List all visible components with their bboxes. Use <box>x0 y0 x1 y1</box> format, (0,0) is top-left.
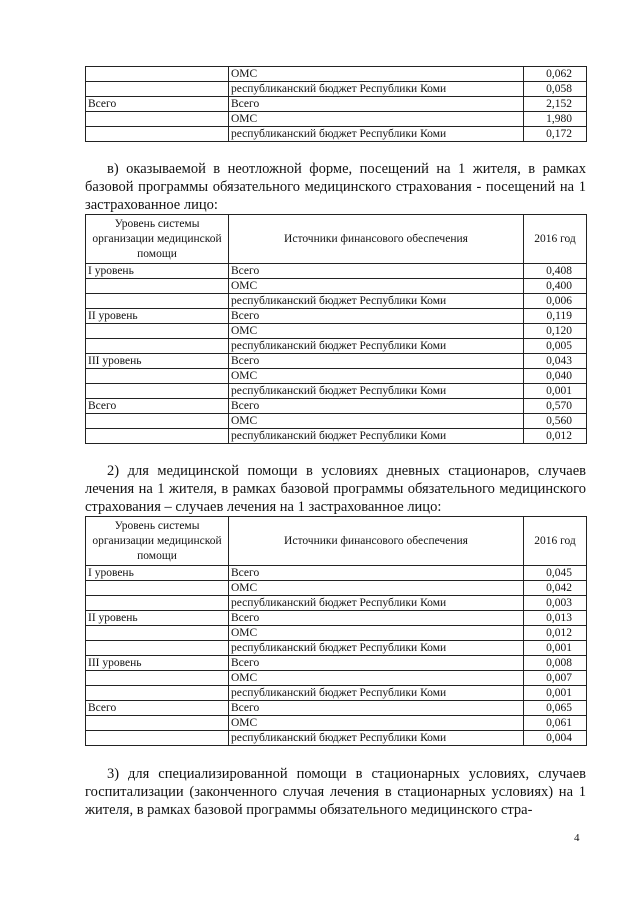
cell-source: ОМС <box>229 414 524 429</box>
cell-value: 0,001 <box>524 384 587 399</box>
table-continued <box>85 66 587 142</box>
cell-value: 0,061 <box>524 716 587 731</box>
table-row <box>86 641 587 656</box>
table0-body <box>86 67 587 142</box>
cell-value: 0,007 <box>524 671 587 686</box>
cell-source: ОМС <box>229 626 524 641</box>
cell-source: республиканский бюджет Республики Коми <box>229 294 524 309</box>
cell-level <box>86 369 229 384</box>
table-row <box>86 279 587 294</box>
cell-level <box>86 716 229 731</box>
cell-level <box>86 67 229 82</box>
cell-value: 2,152 <box>524 97 587 112</box>
table-row <box>86 581 587 596</box>
cell-value: 0,408 <box>524 264 587 279</box>
cell-source: республиканский бюджет Республики Коми <box>229 731 524 746</box>
table1-body <box>86 264 587 444</box>
cell-source: Всего <box>229 566 524 581</box>
cell-source: ОМС <box>229 716 524 731</box>
cell-source: республиканский бюджет Республики Коми <box>229 686 524 701</box>
cell-level: Всего <box>86 701 229 716</box>
cell-level <box>86 294 229 309</box>
cell-source: ОМС <box>229 581 524 596</box>
cell-value: 0,005 <box>524 339 587 354</box>
cell-value: 0,042 <box>524 581 587 596</box>
table-row <box>86 324 587 339</box>
table-row <box>86 339 587 354</box>
table-row <box>86 626 587 641</box>
cell-source: ОМС <box>229 112 524 127</box>
paragraph-b: в) оказываемой в неотложной форме, посещений на 1 жителя, в рамках базовой программы обязательного медицинского страхования - посещений на 1 застрахованное лицо: <box>85 161 586 213</box>
table-row <box>86 112 587 127</box>
cell-source: республиканский бюджет Республики Коми <box>229 384 524 399</box>
cell-value: 0,065 <box>524 701 587 716</box>
table-emergency-visits <box>85 214 587 444</box>
header-level: Уровень системы организации медицинской помощи <box>86 215 229 264</box>
cell-source: республиканский бюджет Республики Коми <box>229 339 524 354</box>
cell-source: Всего <box>229 701 524 716</box>
cell-value: 0,012 <box>524 429 587 444</box>
header-year: 2016 год <box>524 517 587 566</box>
cell-source: республиканский бюджет Республики Коми <box>229 429 524 444</box>
cell-source: Всего <box>229 97 524 112</box>
cell-level <box>86 581 229 596</box>
cell-level: Всего <box>86 97 229 112</box>
cell-level: II уровень <box>86 309 229 324</box>
cell-value: 0,004 <box>524 731 587 746</box>
table-row <box>86 82 587 97</box>
cell-value: 0,003 <box>524 596 587 611</box>
cell-source: республиканский бюджет Республики Коми <box>229 82 524 97</box>
cell-source: республиканский бюджет Республики Коми <box>229 596 524 611</box>
table-row <box>86 611 587 626</box>
cell-source: Всего <box>229 399 524 414</box>
cell-value: 0,006 <box>524 294 587 309</box>
table-row <box>86 596 587 611</box>
cell-value: 0,001 <box>524 686 587 701</box>
cell-level <box>86 339 229 354</box>
cell-source: ОМС <box>229 324 524 339</box>
table-row <box>86 354 587 369</box>
table-row <box>86 97 587 112</box>
cell-value: 0,045 <box>524 566 587 581</box>
table-row <box>86 701 587 716</box>
table-row <box>86 656 587 671</box>
table-row <box>86 67 587 82</box>
cell-value: 0,043 <box>524 354 587 369</box>
table-row <box>86 414 587 429</box>
cell-level <box>86 414 229 429</box>
cell-level <box>86 686 229 701</box>
table-row <box>86 369 587 384</box>
cell-source: Всего <box>229 611 524 626</box>
cell-level <box>86 82 229 97</box>
cell-source: Всего <box>229 309 524 324</box>
header-sources: Источники финансового обеспечения <box>229 215 524 264</box>
cell-level: Всего <box>86 399 229 414</box>
table-row <box>86 384 587 399</box>
table-row <box>86 716 587 731</box>
table-row <box>86 671 587 686</box>
cell-level <box>86 112 229 127</box>
cell-value: 0,012 <box>524 626 587 641</box>
cell-value: 0,013 <box>524 611 587 626</box>
cell-level <box>86 279 229 294</box>
cell-level: II уровень <box>86 611 229 626</box>
cell-value: 0,400 <box>524 279 587 294</box>
header-year: 2016 год <box>524 215 587 264</box>
table-header-row <box>86 517 587 566</box>
table-row <box>86 309 587 324</box>
cell-value: 0,570 <box>524 399 587 414</box>
page-number: 4 <box>574 832 580 844</box>
cell-value: 0,172 <box>524 127 587 142</box>
cell-source: Всего <box>229 264 524 279</box>
cell-level <box>86 731 229 746</box>
cell-level <box>86 641 229 656</box>
table-header-row <box>86 215 587 264</box>
table-row <box>86 566 587 581</box>
cell-level: I уровень <box>86 566 229 581</box>
cell-value: 0,040 <box>524 369 587 384</box>
cell-level <box>86 384 229 399</box>
table-row <box>86 399 587 414</box>
cell-source: республиканский бюджет Республики Коми <box>229 641 524 656</box>
paragraph-3: 3) для специализированной помощи в стационарных условиях, случаев госпитализации (законченного случая лечения в стационарных условиях) на 1 жителя, в рамках базовой программы обязательного медицинского стра- <box>85 766 586 818</box>
cell-source: ОМС <box>229 279 524 294</box>
paragraph-2: 2) для медицинской помощи в условиях дневных стационаров, случаев лечения на 1 жителя, в рамках базовой программы обязательного медицинского страхования – случаев лечения на 1 застрахованное лицо: <box>85 463 586 515</box>
cell-source: ОМС <box>229 67 524 82</box>
cell-source: ОМС <box>229 671 524 686</box>
cell-source: Всего <box>229 354 524 369</box>
table2-body <box>86 566 587 746</box>
cell-level <box>86 671 229 686</box>
table-row <box>86 264 587 279</box>
cell-value: 1,980 <box>524 112 587 127</box>
cell-value: 0,008 <box>524 656 587 671</box>
cell-source: республиканский бюджет Республики Коми <box>229 127 524 142</box>
cell-source: ОМС <box>229 369 524 384</box>
table-row <box>86 294 587 309</box>
cell-level <box>86 626 229 641</box>
cell-level: III уровень <box>86 354 229 369</box>
cell-value: 0,001 <box>524 641 587 656</box>
header-sources: Источники финансового обеспечения <box>229 517 524 566</box>
table-row <box>86 731 587 746</box>
cell-value: 0,119 <box>524 309 587 324</box>
table-day-hospital <box>85 516 587 746</box>
cell-value: 0,120 <box>524 324 587 339</box>
cell-value: 0,560 <box>524 414 587 429</box>
cell-value: 0,058 <box>524 82 587 97</box>
cell-level <box>86 596 229 611</box>
cell-level <box>86 429 229 444</box>
header-level: Уровень системы организации медицинской помощи <box>86 517 229 566</box>
cell-value: 0,062 <box>524 67 587 82</box>
table-row <box>86 686 587 701</box>
cell-source: Всего <box>229 656 524 671</box>
cell-level <box>86 127 229 142</box>
cell-level: III уровень <box>86 656 229 671</box>
cell-level <box>86 324 229 339</box>
table-row <box>86 127 587 142</box>
table-row <box>86 429 587 444</box>
cell-level: I уровень <box>86 264 229 279</box>
